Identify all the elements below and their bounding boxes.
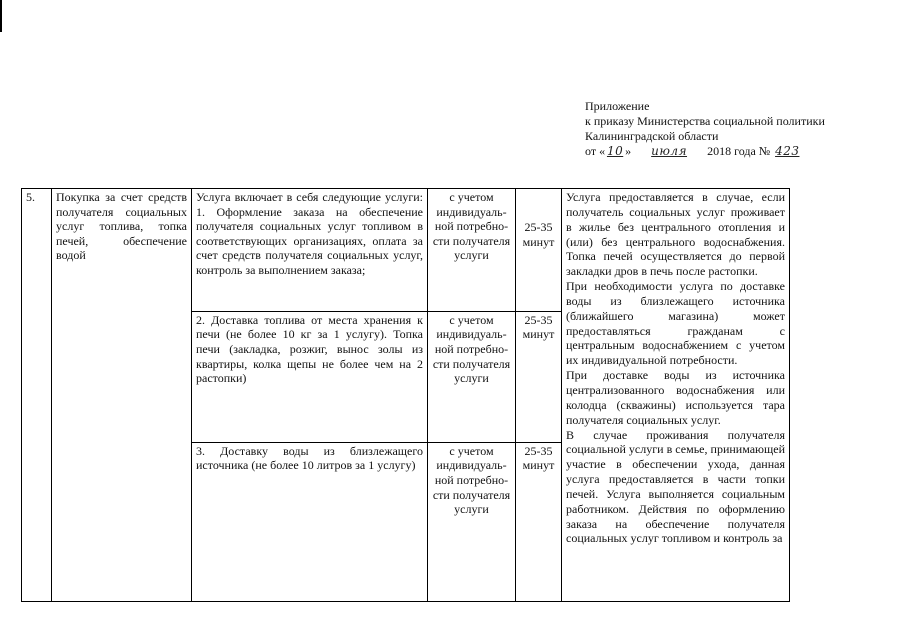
- item-3-duration: 25-35 минут: [516, 442, 562, 601]
- item-1-description: Услуга включает в себя следующие услуги: 1. Оформление заказа на обеспечение получателя социальных услуг топливом в соответствующих организациях, оплата за счет средств получателя социальных услуг, контроль за выполнением заказа;: [192, 189, 428, 312]
- table-row: [22, 189, 790, 312]
- date-prefix: от «: [585, 144, 606, 158]
- header-date-line: [585, 144, 825, 159]
- item-2-periodicity: с учетом индивидуаль- ной потребно- сти получателя услуги: [428, 311, 516, 442]
- item-2-description: 2. Доставка топлива от места хранения к печи (не более 10 кг за 1 услугу). Топка печи (закладка, розжиг, вынос золы из квартиры, колка щепы не более чем на 2 растопки): [192, 311, 428, 442]
- item-3-periodicity: с учетом индивидуаль- ной потребно- сти получателя услуги: [428, 442, 516, 601]
- row-number-cell: 5.: [22, 189, 52, 602]
- handwritten-month: июля: [651, 144, 688, 158]
- conditions-cell: Услуга предоставляется в случае, если получатель социальных услуг проживает в жилье без центрального отопления и (или) без центрального водоснабжения. Топка печей осуществляется до первой закладки дров в печь после растопки. При необходимости услуга по доставке воды из близлежащего источника (ближайшего магазина) может предоставляться гражданам с центральным водоснабжением с учетом их индивидуальной потребности. При доставке воды из источника централизованного водоснабжения или колодца (скважины) используется тара получателя социальных услуг. В случае проживания получателя социальной услуги в семье, принимающей участие в обеспечении ухода, данная услуга предоставляется в части топки печей. Услуга выполняется социальным работником. Действия по оформлению заказа на обеспечение получателя социальных услуг топливом и контроль за: [562, 189, 790, 602]
- item-1-duration: 25-35 минут: [516, 189, 562, 312]
- header-line-3: Калининградской области: [585, 129, 719, 143]
- handwritten-day: 10: [606, 144, 624, 158]
- year-text: 2018 года №: [707, 144, 771, 158]
- header-line-2: к приказу Министерства социальной политики: [585, 114, 825, 128]
- handwritten-order-number: 423: [775, 144, 800, 158]
- services-table: [21, 188, 790, 602]
- document-header: [585, 99, 825, 159]
- item-1-periodicity: с учетом индивидуаль- ной потребно- сти получателя услуги: [428, 189, 516, 312]
- item-3-description: 3. Доставку воды из близлежащего источника (не более 10 литров за 1 услугу): [192, 442, 428, 601]
- date-mid: »: [625, 144, 632, 158]
- scan-edge-mark: [0, 0, 2, 32]
- item-2-duration: 25-35 минут: [516, 311, 562, 442]
- service-name-cell: Покупка за счет средств получателя социальных услуг топлива, топка печей, обеспечение водой: [52, 189, 192, 602]
- header-line-1: Приложение: [585, 99, 650, 113]
